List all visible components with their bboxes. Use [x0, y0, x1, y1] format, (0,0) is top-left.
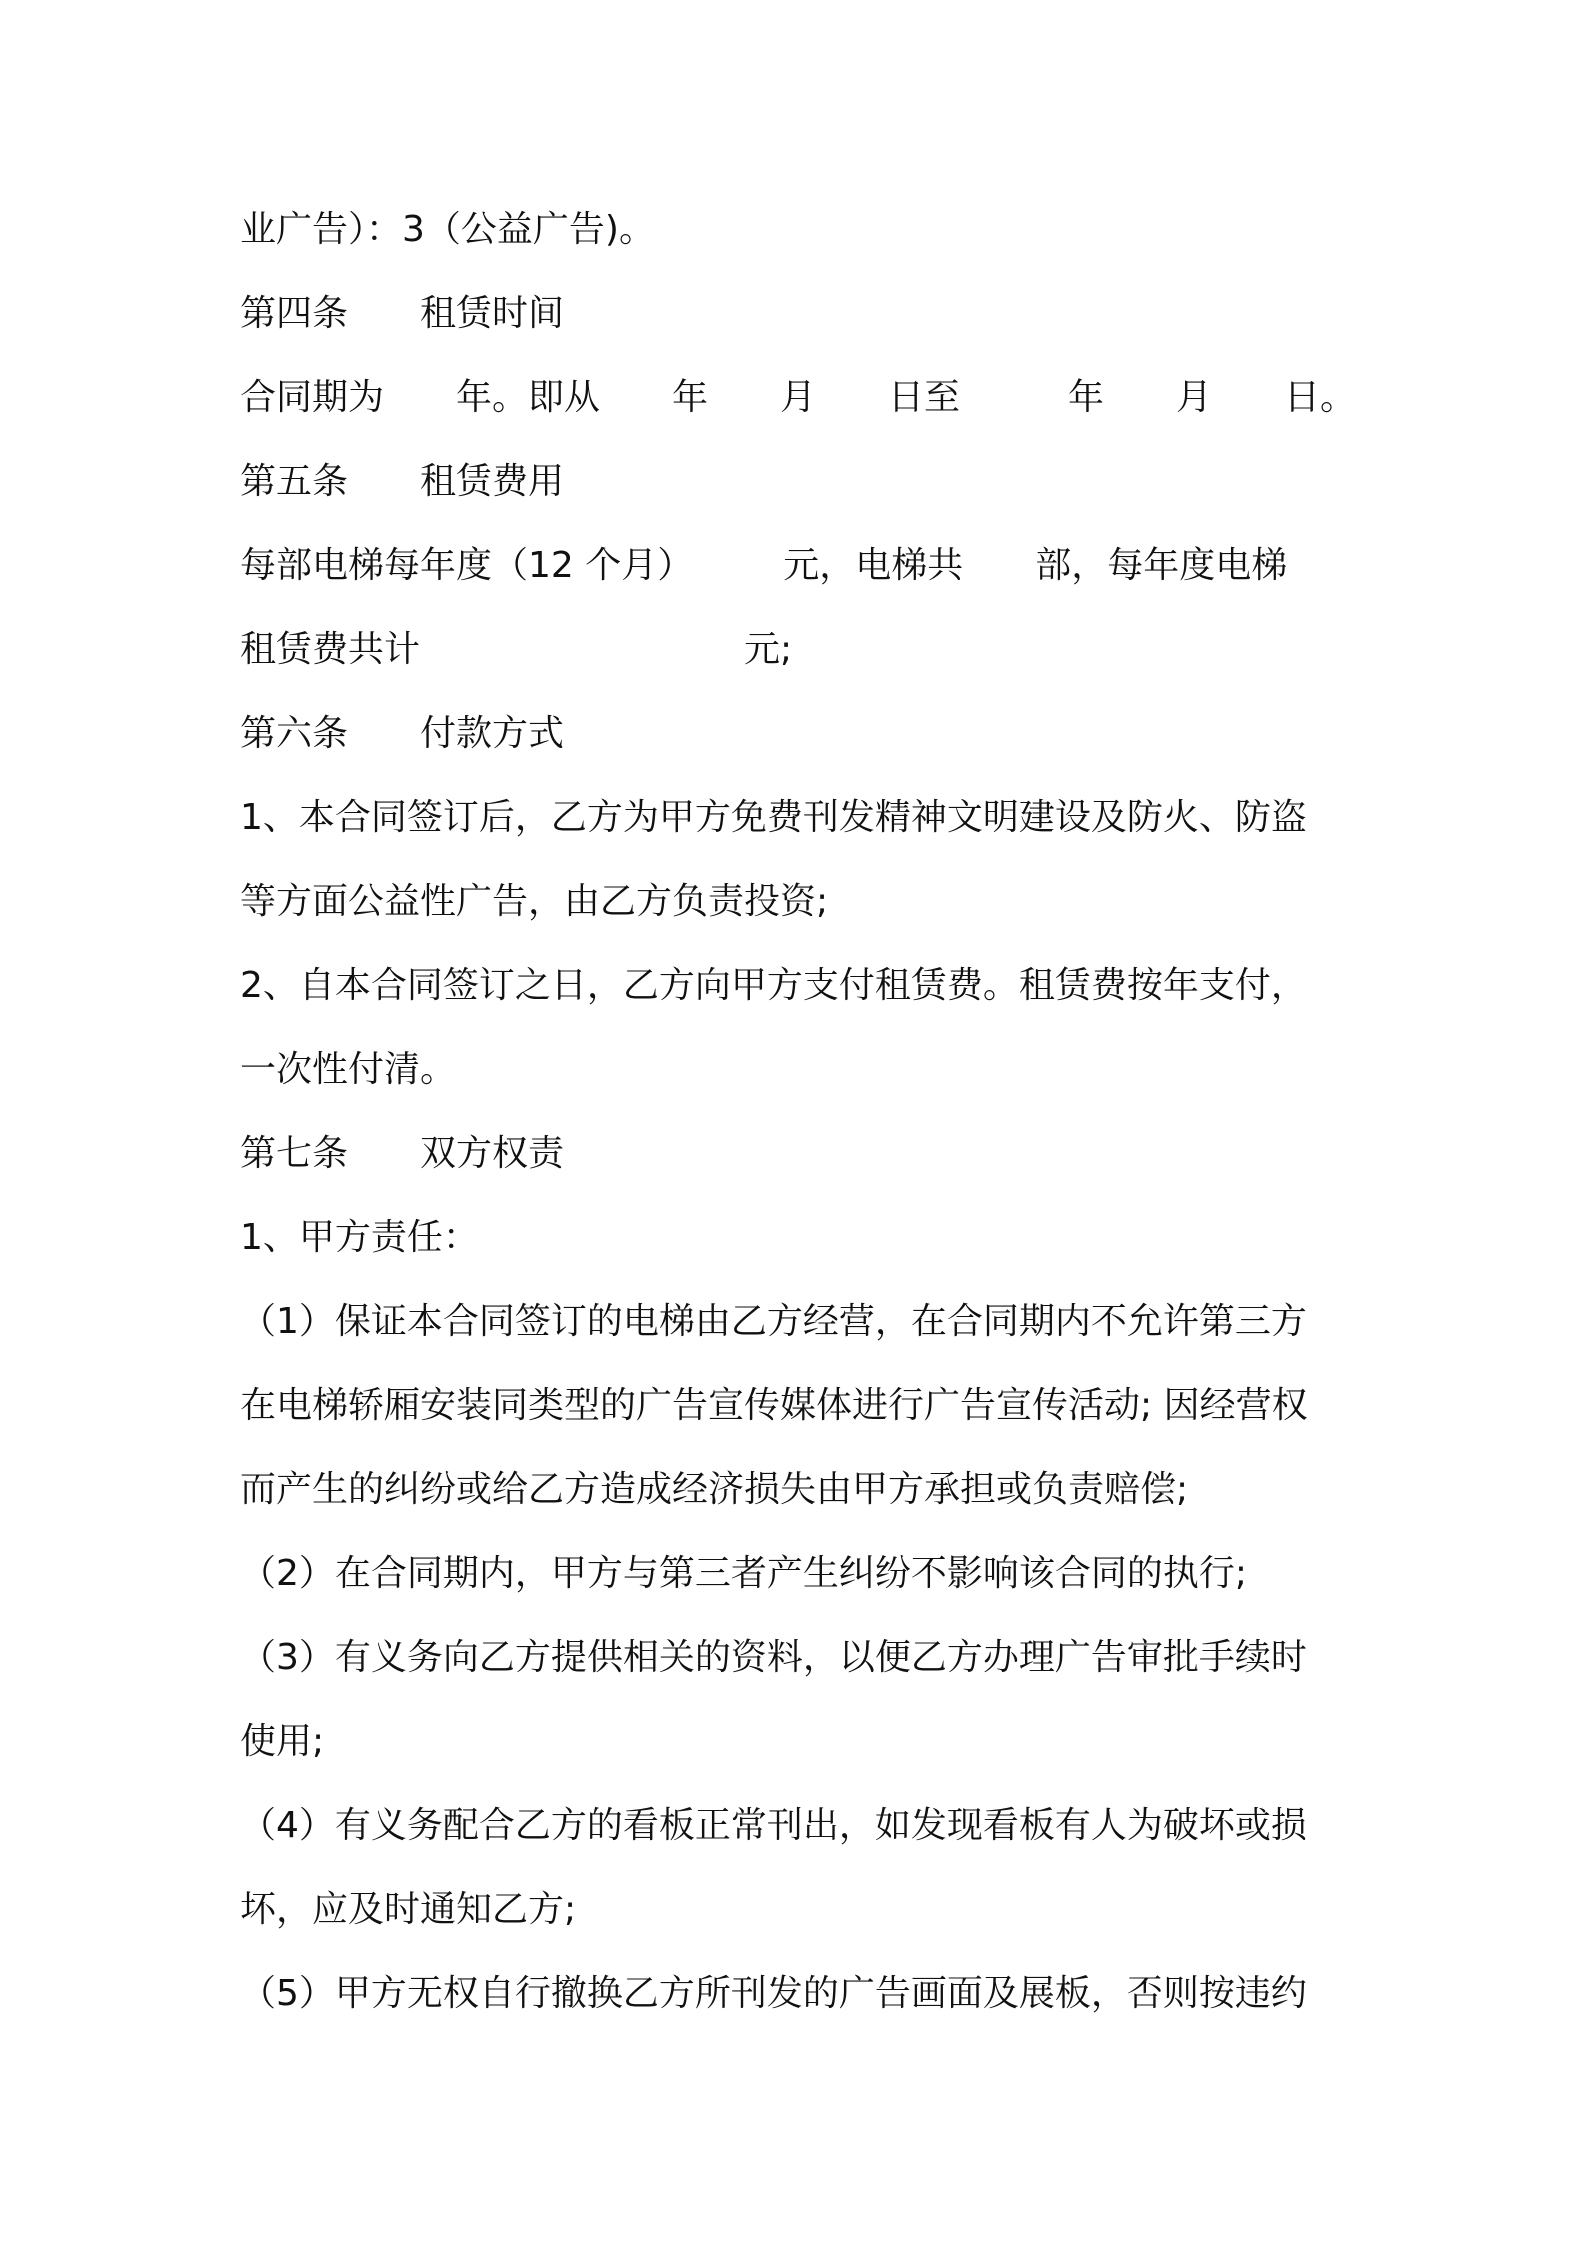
text-line: 而产生的纠纷或给乙方造成经济损失由甲方承担或负责赔偿; — [240, 1469, 1189, 1510]
article-heading: 第四条 租赁时间 — [240, 293, 565, 334]
text-line: （3）有义务向乙方提供相关的资料，以便乙方办理广告审批手续时 — [240, 1637, 1307, 1678]
text-line: （1）保证本合同签订的电梯由乙方经营，在合同期内不允许第三方 — [240, 1301, 1307, 1342]
text-line: 租赁费共计 元; — [240, 629, 793, 670]
text-line: 业广告）：3（公益广告)。 — [240, 209, 655, 250]
text-line: 坏，应及时通知乙方; — [240, 1889, 577, 1930]
text-line: 2、自本合同签订之日，乙方向甲方支付租赁费。租赁费按年支付， — [240, 965, 1307, 1006]
text-line: 每部电梯每年度（12 个月） 元，电梯共 部，每年度电梯 — [240, 545, 1288, 586]
text-line: 使用; — [240, 1721, 325, 1762]
article-heading: 第七条 双方权责 — [240, 1133, 565, 1174]
text-line: 在电梯轿厢安装同类型的广告宣传媒体进行广告宣传活动; 因经营权 — [240, 1385, 1308, 1426]
text-line: 等方面公益性广告，由乙方负责投资; — [240, 881, 829, 922]
text-line: （2）在合同期内，甲方与第三者产生纠纷不影响该合同的执行; — [240, 1553, 1248, 1594]
text-line: 1、本合同签订后，乙方为甲方免费刊发精神文明建设及防火、防盗 — [240, 797, 1307, 838]
text-line: （4）有义务配合乙方的看板正常刊出，如发现看板有人为破坏或损 — [240, 1805, 1307, 1846]
text-line: 一次性付清。 — [240, 1049, 457, 1090]
text-line: 1、甲方责任： — [240, 1217, 479, 1258]
article-heading: 第六条 付款方式 — [240, 713, 565, 754]
article-heading: 第五条 租赁费用 — [240, 461, 565, 502]
text-line: （5）甲方无权自行撤换乙方所刊发的广告画面及展板，否则按违约 — [240, 1973, 1307, 2014]
text-line: 合同期为 年。即从 年 月 日至 年 月 日。 — [240, 377, 1357, 418]
